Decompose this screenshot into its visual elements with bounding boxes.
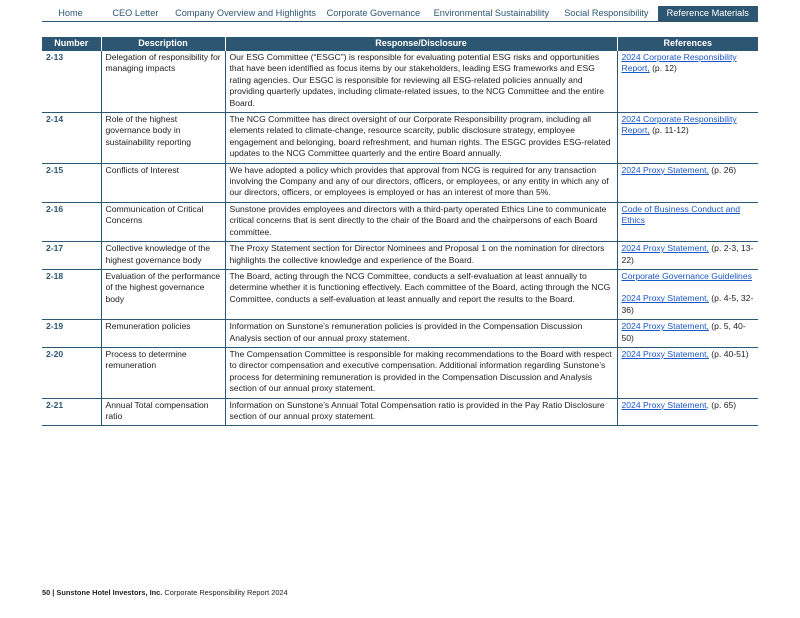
reference-pages: (p. 4-5, 32-36) [621,293,754,315]
disclosure-number: 2-16 [42,202,101,241]
footer-report-title: Corporate Responsibility Report 2024 [162,588,288,597]
reference-pages: (p. 12) [649,63,677,74]
disclosure-references [617,51,758,113]
disclosure-description: Communication of Critical Concerns [101,202,225,241]
reference-pages: (p. 11-12) [649,125,689,136]
table-header-row [42,37,758,51]
table-row [42,51,758,113]
disclosure-description: Process to determine remuneration [101,347,225,398]
table-row [42,163,758,202]
table-row [42,398,758,426]
disclosure-number: 2-15 [42,163,101,202]
disclosure-number: 2-13 [42,51,101,113]
reference-link[interactable]: 2024 Proxy Statement, [621,164,709,175]
reference-link[interactable]: Code of Business Conduct and Ethics [621,203,740,226]
table-row [42,320,758,348]
disclosure-number: 2-14 [42,113,101,164]
header-description: Description [101,37,225,51]
reference-link[interactable]: 2024 Proxy Statement, [621,321,709,332]
reference-link[interactable]: Corporate Governance Guidelines [621,270,752,281]
disclosure-description: Evaluation of the performance of the highest governance body [101,269,225,319]
disclosure-number: 2-21 [42,398,101,426]
disclosure-response: Information on Sunstone’s Annual Total Compensation ratio is provided in the Pay Ratio Disclosure section of our annual proxy statement. [225,398,617,426]
page-footer [42,588,288,597]
disclosure-references [617,163,758,202]
nav-item-ceo-letter[interactable]: CEO Letter [112,8,159,18]
disclosure-description: Remuneration policies [101,320,225,348]
reference-pages: (p. 40-51) [708,348,749,359]
table-row [42,242,758,270]
reference-link[interactable]: 2024 Proxy Statement, [621,348,709,359]
disclosure-response: We have adopted a policy which provides that approval from NCG is required for any transaction involving the Company and any of our directors, officers, or employees, or any entity in which any of our directors, officers, or employees is employed or has an interest of more than 5%. [225,163,617,202]
reference-pages: (p. 65) [708,399,737,410]
disclosure-response: Our ESG Committee (“ESGC”) is responsible for evaluating potential ESG risks and opportunities that have been identified as focus items by our stakeholders, leading ESG frameworks and ESG rating agencies. Our ESGC is responsible for reviewing all ESG-related policies annually and providing quarterly updates, including climate-related issues, to the NCG Committee and the entire Board. [225,51,617,113]
top-navigation [42,5,758,22]
disclosure-response: Sunstone provides employees and directors with a third-party operated Ethics Line to communicate critical concerns that is sent directly to the chair of the Board and the chairpersons of each Board committee. [225,202,617,241]
table-row [42,347,758,398]
reference-pages: (p. 26) [708,164,737,175]
reference-link[interactable]: 2024 Proxy Statement, [621,243,709,254]
disclosure-response: The Proxy Statement section for Director Nominees and Proposal 1 on the nomination for directors highlights the collective knowledge and experience of the Board. [225,242,617,270]
disclosure-description: Role of the highest governance body in sustainability reporting [101,113,225,164]
disclosure-references [617,202,758,241]
reference-pages: (p. 5, 40-50) [621,321,746,343]
header-number: Number [42,37,101,51]
disclosure-number: 2-19 [42,320,101,348]
reference-link[interactable]: 2024 Proxy Statement, [621,399,709,410]
disclosure-description: Delegation of responsibility for managing impacts [101,51,225,113]
disclosure-description: Conflicts of Interest [101,163,225,202]
nav-item-company-overview-and-highlights[interactable]: Company Overview and Highlights [175,8,317,18]
nav-item-social-responsibility[interactable]: Social Responsibility [564,8,649,18]
nav-item-corporate-governance[interactable]: Corporate Governance [326,8,421,18]
nav-item-reference-materials[interactable]: Reference Materials [658,6,758,21]
disclosure-references [617,242,758,270]
disclosure-references [617,320,758,348]
header-response: Response/Disclosure [225,37,617,51]
footer-page-company: 50 | Sunstone Hotel Investors, Inc. [42,588,163,597]
reference-pages: (p. 2-3, 13-22) [621,243,754,265]
gri-disclosure-table [42,37,758,426]
table-row [42,202,758,241]
disclosure-number: 2-17 [42,242,101,270]
disclosure-response: Information on Sunstone’s remuneration policies is provided in the Compensation Discussion Analysis section of our annual proxy statement. [225,320,617,348]
disclosure-references [617,113,758,164]
reference-link[interactable]: 2024 Proxy Statement, [621,293,709,304]
disclosure-references [617,398,758,426]
nav-item-environmental-sustainability[interactable]: Environmental Sustainability [433,8,550,18]
reference-link[interactable]: 2024 Corporate Responsibility Report, [621,52,737,74]
disclosure-description: Annual Total compensation ratio [101,398,225,426]
disclosure-references [617,347,758,398]
disclosure-references [617,269,758,319]
disclosure-number: 2-18 [42,269,101,319]
nav-item-home[interactable]: Home [58,8,83,18]
table-row [42,113,758,164]
disclosure-response: The Board, acting through the NCG Committee, conducts a self-evaluation at least annually to determine whether it is functioning effectively. Each committee of the Board, acting through the NCG Committee, conducts a self-evaluation at least annually and report the results to the Board. [225,269,617,319]
disclosure-number: 2-20 [42,347,101,398]
disclosure-description: Collective knowledge of the highest governance body [101,242,225,270]
table-row [42,269,758,319]
disclosure-response: The Compensation Committee is responsible for making recommendations to the Board with respect to director compensation and executive compensation. Additional information regarding Sunstone’s process for determining remuneration is provided in the Compensation Discussion and Analysis section of our annual proxy statement. [225,347,617,398]
header-references: References [617,37,758,51]
reference-link[interactable]: 2024 Corporate Responsibility Report, [621,114,737,136]
disclosure-response: The NCG Committee has direct oversight of our Corporate Responsibility program, including all elements related to climate-change, resource scarcity, public disclosure strategy, employee engagement and belonging, board refreshment, and human rights. The ESGC provides ESG-related updates to the NCG Committee quarterly and the entire Board annually. [225,113,617,164]
